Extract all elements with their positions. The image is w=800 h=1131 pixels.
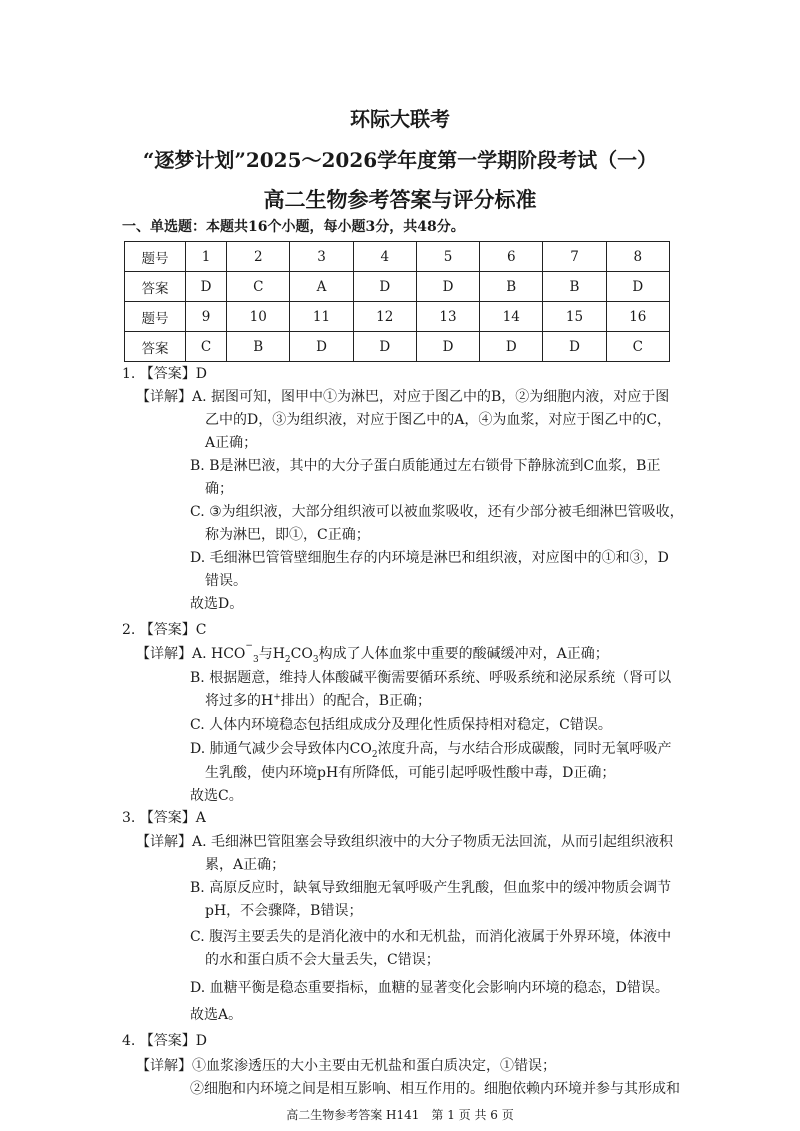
q1-answer: 1. 【答案】D (122, 366, 208, 382)
formula-text: CO (290, 646, 313, 662)
answer-table (124, 241, 670, 362)
q1-explain-line: 称为淋巴，即①，C正确； (205, 527, 370, 543)
table-cell: 15 (543, 302, 606, 332)
q3-explain-line: C. 腹泻主要丢失的是消化液中的水和无机盐，而消化液属于外界环境，体液中 (190, 929, 672, 945)
q3-conclusion: 故选A。 (190, 1007, 243, 1023)
table-cell: 1 (186, 242, 227, 272)
table-cell: 9 (186, 302, 227, 332)
table-cell: 答案 (125, 272, 186, 302)
table-cell: 5 (416, 242, 479, 272)
q2-answer: 2. 【答案】C (122, 622, 207, 638)
q4-explain-line: 【详解】①血浆渗透压的大小主要由无机盐和蛋白质决定，①错误； (136, 1058, 556, 1074)
table-cell: 8 (606, 242, 669, 272)
q1-explain-line: B. B是淋巴液，其中的大分子蛋白质能通过左右锁骨下静脉流到C血浆，B正 (190, 458, 661, 474)
table-cell: 12 (353, 302, 416, 332)
q1-explain-line: 错误。 (205, 573, 247, 589)
q3-explain-line: 的水和蛋白质不会大量丢失，C错误； (205, 952, 440, 968)
q3-explain-line: D. 血糖平衡是稳态重要指标，血糖的显著变化会影响内环境的稳态，D错误。 (190, 980, 669, 996)
table-row (125, 302, 670, 332)
formula-text: HCO (211, 646, 246, 662)
formula-sub: 3 (312, 654, 319, 665)
table-cell: D (353, 272, 416, 302)
table-cell: D (416, 272, 479, 302)
table-cell: B (480, 272, 543, 302)
table-cell: D (290, 332, 353, 362)
q2-tag: 【详解】A. (136, 646, 207, 662)
q1-conclusion: 故选D。 (190, 596, 244, 612)
formula-sub: 2 (371, 749, 378, 760)
q1-explain-line: 确； (205, 481, 233, 497)
q2-explain-line (136, 640, 609, 665)
formula-sub-digit: 3 (252, 654, 259, 665)
formula-sub: −3 (245, 640, 259, 665)
q1-explain-line: 【详解】A. 据图可知，图甲中①为淋巴，对应于图乙中的B，②为细胞内液，对应于图 (136, 389, 670, 405)
formula-sup: + (273, 692, 281, 703)
table-cell: 3 (290, 242, 353, 272)
table-cell: 16 (606, 302, 669, 332)
table-row (125, 242, 670, 272)
table-cell: 6 (480, 242, 543, 272)
table-cell: D (416, 332, 479, 362)
table-cell: D (606, 272, 669, 302)
q1-explain-line: A正确； (205, 435, 258, 451)
q2-explain-text: D. 肺通气减少会导致体内CO (190, 741, 372, 757)
table-cell: 10 (227, 302, 290, 332)
table-cell: B (227, 332, 290, 362)
table-row (125, 332, 670, 362)
q4-answer: 4. 【答案】D (122, 1033, 208, 1049)
q2-explain-text: 浓度升高，与水结合形成碳酸，同时无氧呼吸产 (377, 741, 672, 757)
q2-conclusion: 故选C。 (190, 788, 243, 804)
table-cell: C (606, 332, 669, 362)
q3-explain-line: pH，不会骤降，B错误； (205, 903, 363, 919)
table-cell: D (186, 272, 227, 302)
section-heading: 一、单选题：本题共16个小题，每小题3分，共48分。 (122, 219, 465, 235)
table-cell: A (290, 272, 353, 302)
q3-explain-line: B. 高原反应时，缺氧导致细胞无氧呼吸产生乳酸，但血浆中的缓冲物质会调节 (190, 880, 672, 896)
q2-explain-line (205, 691, 431, 711)
q3-answer: 3. 【答案】A (122, 810, 206, 826)
table-cell: 题号 (125, 302, 186, 332)
subject-title: 高二生物参考答案与评分标准 (263, 187, 537, 212)
table-cell: C (186, 332, 227, 362)
table-cell: D (353, 332, 416, 362)
q2-explain-line: 生乳酸，使内环境pH有所降低，可能引起呼吸性酸中毒，D正确； (205, 765, 616, 781)
table-cell: C (227, 272, 290, 302)
table-cell: 2 (227, 242, 290, 272)
q1-explain-line: C. ③为组织液，大部分组织液可以被血浆吸收，还有少部分被毛细淋巴管吸收， (190, 504, 684, 520)
table-cell: D (480, 332, 543, 362)
table-cell: 题号 (125, 242, 186, 272)
table-cell: 14 (480, 302, 543, 332)
formula-sub: 2 (284, 654, 291, 665)
q4-explain-line: ②细胞和内环境之间是相互影响、相互作用的。细胞依赖内环境并参与其形成和 (190, 1081, 680, 1097)
table-row (125, 272, 670, 302)
q2-explain-line: C. 人体内环境稳态包括组成成分及理化性质保持相对稳定，C错误。 (190, 717, 612, 733)
bicarbonate-formula (211, 640, 259, 665)
table-cell: 7 (543, 242, 606, 272)
q2-explain-line (190, 739, 672, 759)
q2-explain-text: 构成了人体血浆中重要的酸碱缓冲对，A正确； (318, 646, 609, 662)
q3-explain-line: 【详解】A. 毛细淋巴管阻塞会导致组织液中的大分子物质无法回流，从而引起组织液积 (136, 834, 674, 850)
q3-explain-line: 累，A正确； (205, 857, 286, 873)
table-cell: D (543, 332, 606, 362)
page-footer: 高二生物参考答案 H141 第 1 页 共 6 页 (286, 1108, 514, 1122)
table-cell: 11 (290, 302, 353, 332)
table-cell: B (543, 272, 606, 302)
q2-explain-line: B. 根据题意，维持人体酸碱平衡需要循环系统、呼吸系统和泌尿系统（肾可以 (190, 670, 672, 686)
table-cell: 答案 (125, 332, 186, 362)
q2-explain-text: 将过多的H (205, 693, 274, 709)
table-cell: 13 (416, 302, 479, 332)
formula-text: 与H (258, 646, 285, 662)
org-title: 环际大联考 (350, 107, 450, 131)
exam-title: “逐梦计划”2025～2026学年度第一学期阶段考试（一） (142, 148, 658, 172)
q1-explain-line: D. 毛细淋巴管管壁细胞生存的内环境是淋巴和组织液，对应图中的①和③，D (190, 550, 669, 566)
q2-explain-text: 排出）的配合，B正确； (280, 693, 432, 709)
q1-explain-line: 乙中的D，③为组织液，对应于图乙中的A，④为血浆，对应于图乙中的C， (205, 412, 672, 428)
table-cell: 4 (353, 242, 416, 272)
